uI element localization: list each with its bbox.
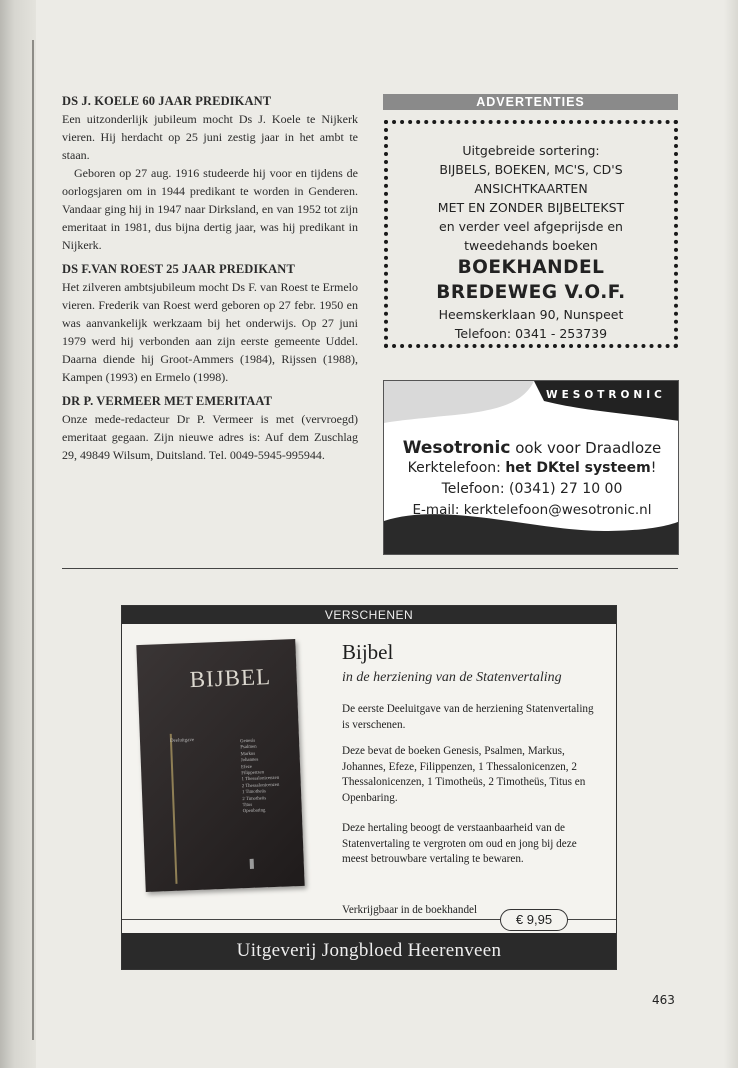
- line2-suffix: !: [650, 460, 657, 476]
- cover-list-item: Markus: [240, 751, 256, 758]
- wesotronic-brand: Wesotronic: [402, 438, 511, 458]
- cover-list-item: Filippenzen: [241, 770, 265, 777]
- cover-list-item: 1 Thessalonicenzen: [241, 776, 280, 783]
- advertenties-header: ADVERTENTIES: [383, 94, 678, 110]
- wesotronic-headline-rest: ook voor Draadloze: [510, 439, 662, 457]
- cover-list-item: 2 Timotheüs: [242, 795, 267, 802]
- book-description-3: Deze hertaling beoogt de verstaanbaarheid van de Statenvertaling te vergroten om oud en jong bij deze meest betrouwbare vertaling te bewaren.: [342, 822, 577, 865]
- cover-list-item: Genesis: [240, 738, 256, 745]
- cover-list-item: Titus: [242, 802, 253, 809]
- wesotronic-line-2: [384, 460, 679, 476]
- ad-line: ANSICHTKAARTEN: [474, 181, 588, 196]
- publisher-banner: Uitgeverij Jongbloed Heerenveen: [122, 933, 616, 969]
- cover-emblem: [250, 859, 254, 869]
- article-heading-koele: DS J. KOELE 60 JAAR PREDIKANT: [62, 94, 272, 108]
- wesotronic-email: E-mail: kerktelefoon@wesotronic.nl: [412, 502, 652, 518]
- bible-advertisement: [121, 605, 617, 970]
- news-column: [62, 92, 358, 464]
- article-heading-van-roest: DS F.VAN ROEST 25 JAAR PREDIKANT: [62, 262, 295, 276]
- availability-text: Verkrijgbaar in de boekhandel: [342, 904, 478, 916]
- section-divider: [62, 568, 678, 569]
- bookshop-advertisement: [384, 120, 678, 348]
- shop-name-line-1: BOEKHANDEL: [457, 257, 605, 278]
- book-description-2: Deze bevat de boeken Genesis, Psalmen, Markus, Johannes, Efeze, Filippenzen, 1 Thessalonicenzen, 2 Thessalonicenzen, 1 Timotheüs, 2 Timotheüs, Titus en Openbaring.: [342, 745, 586, 804]
- cover-title: BIJBEL: [189, 664, 272, 693]
- cover-list-item: Psalmen: [240, 745, 257, 751]
- wesotronic-phone: Telefoon: (0341) 27 10 00: [441, 481, 623, 497]
- line2-prefix: Kerktelefoon:: [407, 460, 506, 476]
- shop-phone: Telefoon: 0341 - 253739: [454, 326, 608, 341]
- ad-line: tweedehands boeken: [464, 238, 598, 253]
- cover-list-item: Openbaring: [242, 808, 266, 815]
- page-number: 463: [652, 993, 675, 1007]
- cover-list-item: 2 Thessalonicenzen: [241, 782, 280, 790]
- cover-label: Deeluitgave: [169, 737, 195, 744]
- cover-gold-line: [170, 734, 178, 884]
- cover-book-list: [240, 738, 281, 816]
- dktel-system: het DKtel systeem: [505, 460, 651, 476]
- article-van-roest-para-1: Het zilveren ambtsjubileum mocht Ds F. van Roest te Ermelo vieren. Frederik van Roest werd geboren op 27 febr. 1950 en was aanvankelijk werkzaam bij het onderwijs. Op 27 juni 1979 werd hij verbonden aan zijn eerste gemeente Uddel. Daarna diende hij Groot-Ammers (1984), Rijssen (1988), Kampen (1993) en Ermelo (1998).: [62, 280, 358, 384]
- wesotronic-headline: [384, 438, 679, 458]
- cover-list-item: 1 Timotheüs: [241, 789, 267, 796]
- ad-line: Uitgebreide sortering:: [462, 143, 600, 158]
- article-vermeer-para-1: Onze mede-redacteur Dr P. Vermeer is met (vervroegd) emeritaat gegaan. Zijn nieuwe adres is: Auf dem Zuschlag 29, 49849 Wilsum, Duitsland. Tel. 0049-5945-995944.: [62, 412, 358, 462]
- shop-address: Heemskerklaan 90, Nunspeet: [438, 307, 624, 322]
- book-title: Bijbel: [342, 640, 394, 664]
- cover-list-item: Johannes: [240, 757, 259, 764]
- ad-line: en verder veel afgeprijsde en: [439, 219, 623, 234]
- article-heading-vermeer: DR P. VERMEER MET EMERITAAT: [62, 394, 273, 408]
- wesotronic-advertisement: [383, 380, 679, 555]
- wesotronic-logo: WESOTRONIC: [546, 389, 666, 401]
- shop-name-line-2: BREDEWEG V.O.F.: [436, 282, 626, 303]
- ad-line: BIJBELS, BOEKEN, MC'S, CD'S: [439, 162, 623, 177]
- price-badge: € 9,95: [500, 909, 568, 931]
- article-koele-para-1: Een uitzonderlijk jubileum mocht Ds J. Koele te Nijkerk vieren. Hij herdacht op 25 juni zestig jaar in het ambt te staan.: [62, 112, 358, 162]
- cover-list-item: Efeze: [240, 764, 253, 770]
- verschenen-header: VERSCHENEN: [122, 606, 616, 624]
- ad-line: MET EN ZONDER BIJBELTEKST: [437, 200, 625, 215]
- book-description-1: De eerste Deeluitgave van de herziening Statenvertaling is verschenen.: [342, 703, 594, 731]
- book-spine-shadow: [0, 0, 36, 1068]
- article-koele-para-2: Geboren op 27 aug. 1916 studeerde hij voor en tijdens de oorlogsjaren om in 1944 predikant te worden in Genderen. Vandaar ging hij in 1947 naar Dirksland, en van 1952 tot zijn emeritaat in 1981, dus bijna dertig jaar, was hij predikant in Nijkerk.: [62, 166, 358, 252]
- binding-line: [32, 40, 34, 1040]
- page-edge: [724, 0, 738, 1068]
- book-subtitle: in de herziening van de Statenvertaling: [342, 670, 562, 685]
- book-cover-image: [136, 639, 304, 892]
